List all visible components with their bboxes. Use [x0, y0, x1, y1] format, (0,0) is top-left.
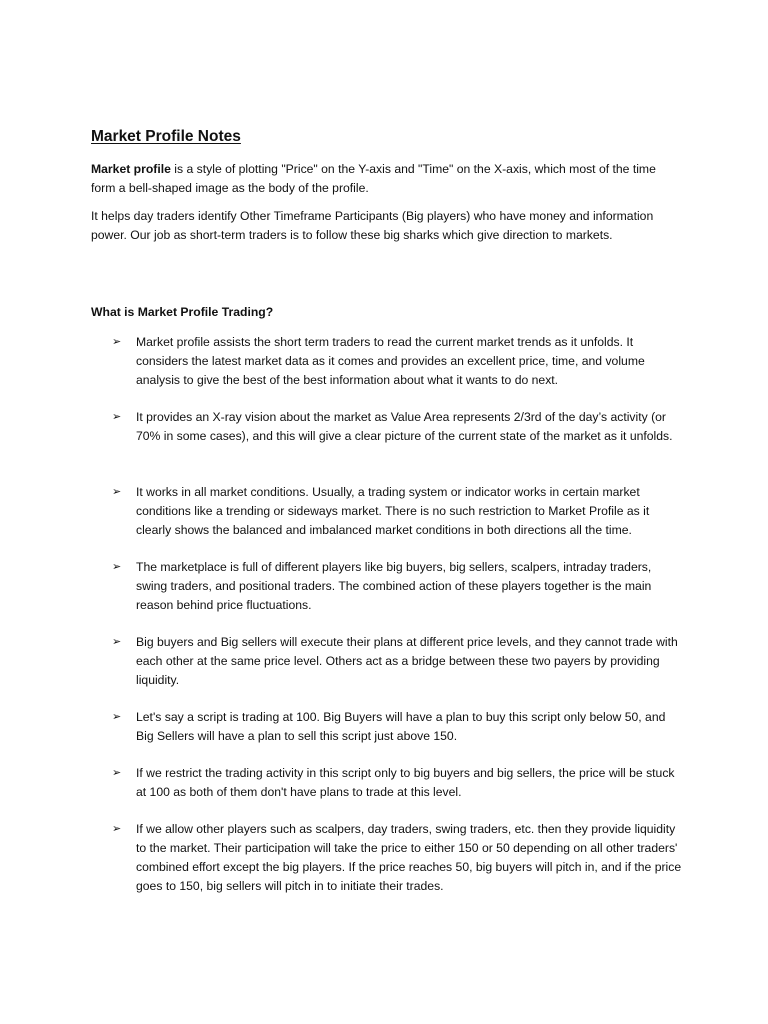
arrow-bullet-icon: ➢ [112, 823, 122, 835]
intro-bold-term: Market profile [91, 162, 171, 176]
arrow-bullet-icon: ➢ [112, 411, 122, 423]
bullet-text: Let's say a script is trading at 100. Big Buyers will have a plan to buy this script only below 50, and Big Sellers will have a plan to sell this script just above 150. [136, 710, 666, 743]
arrow-bullet-icon: ➢ [112, 636, 122, 648]
intro-text: is a style of plotting "Price" on the Y-axis and "Time" on the X-axis, which most of the time form a bell-shaped image as the body of the profile. [91, 162, 656, 195]
arrow-bullet-icon: ➢ [112, 561, 122, 573]
bullet-text: It provides an X-ray vision about the market as Value Area represents 2/3rd of the day’s activity (or 70% in some cases), and this will give a clear picture of the current state of the market as it unfolds. [136, 410, 673, 443]
document-title: Market Profile Notes [91, 128, 241, 145]
bullet-text: Big buyers and Big sellers will execute their plans at different price levels, and they cannot trade with each other at the same price level. Others act as a bridge between these two payers by providing liquidity. [136, 635, 678, 687]
bullet-item [112, 333, 682, 390]
bullet-item [112, 764, 682, 802]
bullet-item [112, 558, 682, 615]
bullet-text: It works in all market conditions. Usually, a trading system or indicator works in certain market conditions like a trending or sideways market. There is no such restriction to Market Profile as it clearly shows the balanced and imbalanced market conditions in both directions all the time. [136, 485, 650, 537]
bullet-text: The marketplace is full of different players like big buyers, big sellers, scalpers, intraday traders, swing traders, and positional traders. The combined action of these players together is the main reason behind price fluctuations. [136, 560, 652, 612]
arrow-bullet-icon: ➢ [112, 336, 122, 348]
bullet-text: If we allow other players such as scalpers, day traders, swing traders, etc. then they provide liquidity to the market. Their participation will take the price to either 150 or 50 depending on all other traders' combined effort except the big players. If the price reaches 50, big buyers will pitch in, and if the price goes to 150, big sellers will pitch in to initiate their trades. [136, 822, 682, 893]
bullet-text: Market profile assists the short term traders to read the current market trends as it unfolds. It considers the latest market data as it comes and provides an excellent price, time, and volume analysis to give the best of the best information about what it wants to do next. [136, 335, 645, 387]
arrow-bullet-icon: ➢ [112, 486, 122, 498]
arrow-bullet-icon: ➢ [112, 711, 122, 723]
bullet-text: If we restrict the trading activity in this script only to big buyers and big sellers, the price will be stuck at 100 as both of them don't have plans to trade at this level. [136, 766, 675, 799]
section-heading: What is Market Profile Trading? [91, 305, 274, 319]
bullet-item [112, 820, 682, 896]
paragraph-2: It helps day traders identify Other Timeframe Participants (Big players) who have money and information power. Our job as short-term traders is to follow these big sharks which give direction to markets. [91, 209, 654, 242]
bullet-item [112, 633, 682, 690]
intro-paragraph [91, 160, 679, 198]
bullet-item [112, 708, 682, 746]
bullet-item [112, 483, 682, 540]
bullet-item [112, 408, 682, 446]
arrow-bullet-icon: ➢ [112, 767, 122, 779]
